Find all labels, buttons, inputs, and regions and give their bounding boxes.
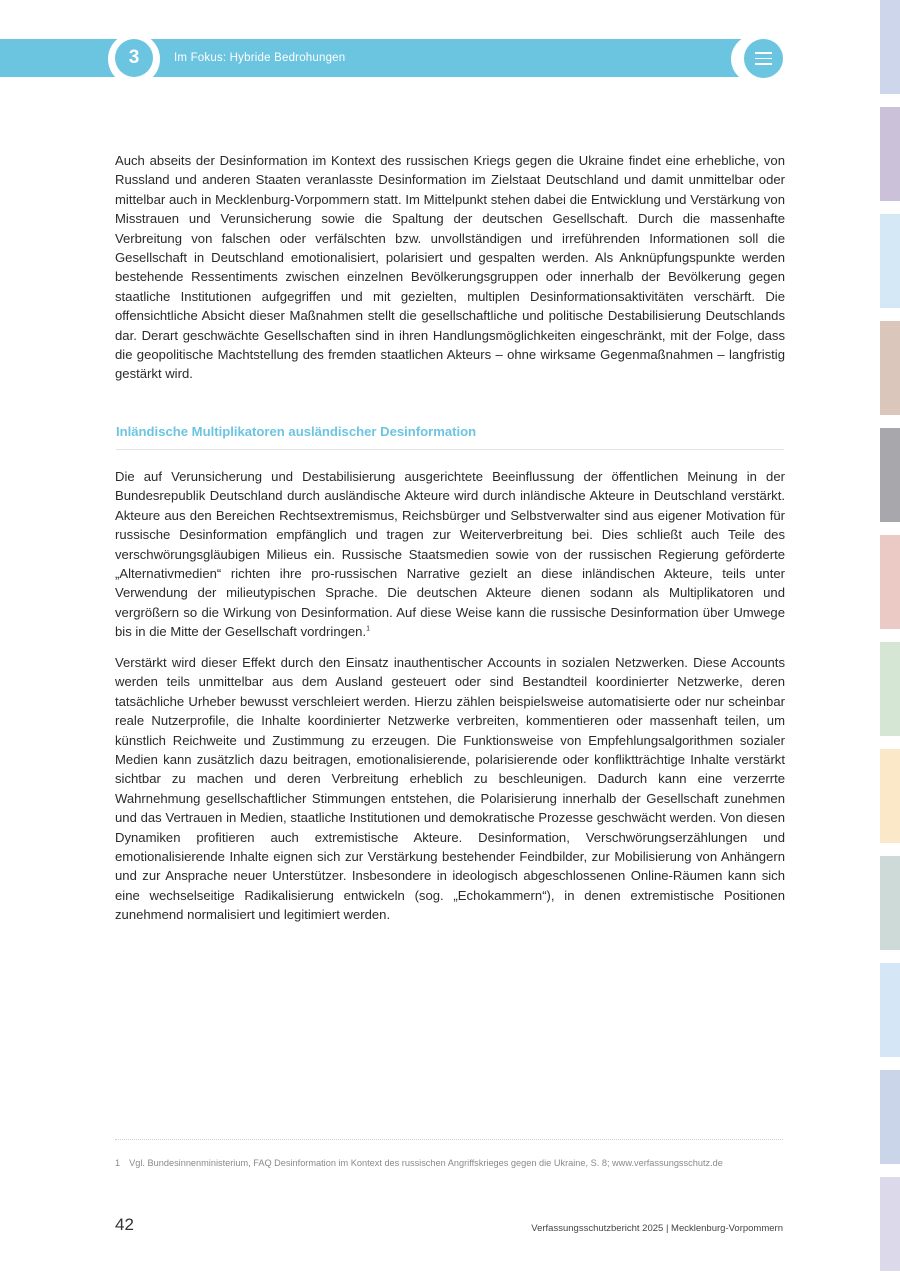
- footnote-text: Vgl. Bundesinnenministerium, FAQ Desinformation im Kontext des russischen Angriffskrieges gegen die Ukraine, S. 8; www.verfassungsschutz.de: [129, 1158, 723, 1168]
- hamburger-menu-icon-line: [755, 63, 772, 65]
- chapter-side-tab[interactable]: [880, 214, 900, 308]
- section-heading: Inländische Multiplikatoren ausländischer Desinformation: [116, 423, 784, 450]
- page-number: 42: [115, 1215, 134, 1234]
- chapter-side-tab[interactable]: [880, 856, 900, 950]
- body-paragraph-2: [115, 467, 785, 642]
- chapter-side-tab[interactable]: [880, 1070, 900, 1164]
- footnote: [115, 1158, 795, 1168]
- chapter-side-tab[interactable]: [880, 107, 900, 201]
- chapter-side-tab[interactable]: [880, 0, 900, 94]
- chapter-side-tab[interactable]: [880, 642, 900, 736]
- footer-publication-title: Verfassungsschutzbericht 2025 | Mecklenburg-Vorpommern: [531, 1223, 783, 1234]
- footnote-number: 1: [115, 1158, 121, 1168]
- chapter-number-badge: 3: [115, 39, 153, 77]
- chapter-side-tab[interactable]: [880, 963, 900, 1057]
- hamburger-menu-icon: [755, 52, 772, 54]
- hamburger-menu-icon-line: [755, 58, 772, 60]
- footnote-divider: [115, 1139, 783, 1140]
- chapter-title: Im Fokus: Hybride Bedrohungen: [174, 52, 346, 64]
- chapter-side-tab[interactable]: [880, 1177, 900, 1271]
- chapter-side-tab[interactable]: [880, 321, 900, 415]
- chapter-side-tab[interactable]: [880, 749, 900, 843]
- chapter-side-tab[interactable]: [880, 428, 900, 522]
- chapter-side-tab[interactable]: [880, 535, 900, 629]
- body-paragraph-3: Verstärkt wird dieser Effekt durch den Einsatz inauthentischer Accounts in sozialen Netzwerken. Diese Accounts werden teils unmittelbar aus dem Ausland gesteuert oder sind Bestandteil koordinierter Netzwerke, deren tatsächliche Urheber bewusst verschleiert werden. Hierzu zählen beispielsweise automatisierte oder nur scheinbar reale Nutzerprofile, die Inhalte koordinierter Netzwerke verbreiten, kommentieren oder massenhaft teilen, um künstlich Reichweite und Zustimmung zu erzeugen. Die Funktionsweise von Empfehlungsalgorithmen sozialer Medien kann zusätzlich dazu beitragen, emotionalisierende, polarisierende oder konfliktträchtige Inhalte verstärkt sichtbar zu machen und deren Verbreitung erheblich zu beschleunigen. Dadurch kann eine verzerrte Wahrnehmung gesellschaftlicher Stimmungen entstehen, die Polarisierung innerhalb der Gesellschaft zunehmen und das Vertrauen in Medien, staatliche Institutionen und demokratische Prozesse geschwächt werden. Von diesen Dynamiken profitieren auch extremistische Akteure. Desinformation, Verschwörungserzählungen und emotionalisierende Inhalte eignen sich zur Verstärkung bestehender Feindbilder, zur Mobilisierung von Anhängern und zur Ansprache neuer Unterstützer. Insbesondere in ideologisch abgeschlossenen Online-Räumen kann sich eine wechselseitige Radikalisierung entwickeln (sog. „Echokammern“), in denen extremistische Positionen zunehmend normalisiert und legitimiert werden.: [115, 655, 785, 923]
- body-paragraph-2-text: Die auf Verunsicherung und Destabilisierung ausgerichtete Beeinflussung der öffentlichen Meinung in der Bundesrepublik Deutschland durch ausländische Akteure wird durch inländische Akteure in Deutschland verstärkt. Akteure aus den Bereichen Rechtsextremismus, Reichsbürger und Selbstverwalter sind aus eigener Motivation für russische Desinformation empfänglich und tragen zur Weiterverbreitung bei. Dies schließt auch Teile des verschwörungsgläubigen Milieus ein. Russische Staatsmedien sowie von der russischen Regierung geförderte „Alternativmedien“ richten ihre pro-russischen Narrative gezielt an diese inländischen Akteure, teils unter Verwendung der milieutypischen Sprache. Die deutschen Akteure dienen sodann als Multiplikatoren und vergrößern so die Wirkung von Desinformation. Auf diese Weise kann die russische Desinformation über Umwege bis in die Mitte der Gesellschaft vordringen.: [115, 469, 785, 640]
- menu-button[interactable]: [744, 39, 783, 78]
- footnote-reference[interactable]: 1: [366, 625, 370, 633]
- body-paragraph-1: Auch abseits der Desinformation im Kontext des russischen Kriegs gegen die Ukraine findet eine erhebliche, von Russland und anderen Staaten veranlasste Desinformation im Zielstaat Deutschland und damit unmittelbar oder mittelbar auch in Mecklenburg-Vorpommern statt. Im Mittelpunkt stehen dabei die Entwicklung und Verstärkung von Misstrauen und Verunsicherung sowie die Spaltung der deutschen Gesellschaft. Durch die massenhafte Verbreitung von falschen oder verfälschten bzw. unvollständigen und irreführenden Informationen soll die Gesellschaft in Deutschland emotionalisiert, polarisiert und gespalten werden. Als Anknüpfungspunkte werden bestehende Ressentiments zwischen einzelnen Bevölkerungsgruppen oder innerhalb der Bevölkerung gegen staatliche Institutionen aufgegriffen und mit gezielten, multiplen Desinformationsaktivitäten verschärft. Die offensichtliche Absicht dieser Maßnahmen stellt die gesellschaftliche und politische Destabilisierung Deutschlands dar. Derart geschwächte Gesellschaften sind in ihren Handlungsmöglichkeiten eingeschränkt, mit der Folge, dass die geopolitische Machtstellung des fremden staatlichen Akteurs – ohne wirksame Gegenmaßnahmen – langfristig gestärkt wird.: [115, 153, 785, 382]
